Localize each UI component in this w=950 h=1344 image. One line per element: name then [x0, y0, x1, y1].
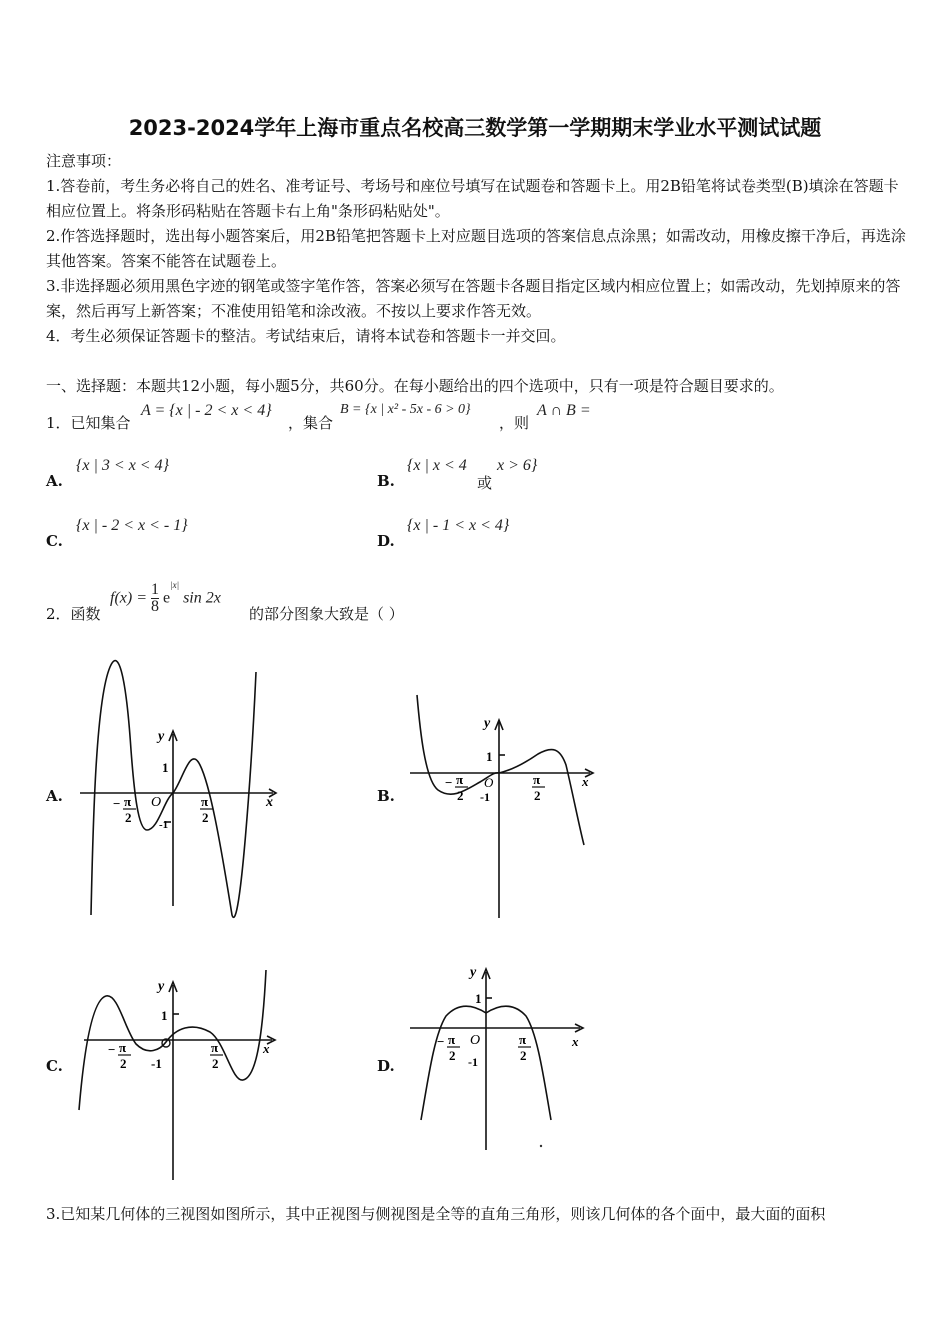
x-label: x [263, 1041, 270, 1056]
q2-function [110, 580, 221, 620]
stray-dot [540, 1145, 542, 1147]
q2-option-b-label[interactable]: B. [377, 787, 395, 805]
q2-prefix: 2．函数 [46, 605, 101, 623]
neg-pi-minus: − [437, 1034, 445, 1049]
neg-pi-den: 2 [125, 810, 132, 825]
q2-frac-den: 8 [151, 597, 159, 615]
neg-pi-den: 2 [449, 1048, 456, 1063]
q1-option-b-text2: x > 6} [497, 457, 538, 474]
one-label: 1 [475, 991, 482, 1006]
q2-frac-num: 1 [151, 580, 159, 598]
one-label: 1 [162, 760, 169, 775]
q2-func-tail: sin 2x [183, 589, 221, 607]
q1-option-b-text: {x | x < 4 [407, 457, 467, 474]
notice-item-4: 4．考生必须保证答题卡的整洁。考试结束后，请将本试卷和答题卡一并交回。 [46, 327, 566, 345]
y-label: y [158, 979, 165, 994]
q2-graph-d [400, 955, 595, 1170]
neg-one-label: -1 [159, 819, 169, 831]
q2-fraction [151, 582, 159, 615]
pi-num: π [201, 794, 209, 809]
q2-func-exp-base: e [163, 589, 171, 607]
q1-option-c-label[interactable]: C. [46, 532, 63, 550]
origin-label: O [470, 1033, 481, 1048]
notice-item-3: 3.非选择题必须用黑色字迹的钢笔或签字笔作答，答案必须写在答题卡各题目指定区域内相应位置上；如需改动，先划掉原来的答案，然后再写上新答案；不准使用铅笔和涂改液。不按以上要求作答无效。 [46, 277, 901, 320]
origin-label: O [151, 795, 162, 810]
neg-pi-num: π [124, 794, 132, 809]
q2-func-lhs: f(x) = [110, 589, 147, 607]
neg-pi-den: 2 [457, 788, 464, 803]
q2-option-d-label[interactable]: D. [377, 1057, 395, 1075]
q1-option-a-label[interactable]: A. [46, 472, 63, 490]
pi-den: 2 [212, 1056, 219, 1071]
neg-one-label: -1 [468, 1055, 478, 1069]
q1-option-d-text: {x | - 1 < x < 4} [407, 517, 510, 534]
x-label: x [572, 1034, 579, 1049]
one-label: 1 [486, 749, 493, 764]
pi-den: 2 [534, 788, 541, 803]
x-label: x [266, 795, 273, 810]
section-heading: 一、选择题：本题共12小题，每小题5分，共60分。在每小题给出的四个选项中，只有一项是符合题目要求的。 [46, 377, 784, 395]
q1-suffix: ，则 [499, 414, 530, 432]
x-label: x [582, 774, 589, 789]
neg-pi-num: π [119, 1040, 127, 1055]
neg-pi-minus: − [113, 796, 121, 811]
one-label: 1 [161, 1008, 168, 1023]
q1-expr: A ∩ B = [537, 402, 591, 419]
notice-item-1: 1.答卷前，考生务必将自己的姓名、准考证号、考场号和座位号填写在试题卷和答题卡上。用2B铅笔将试卷类型(B)填涂在答题卡相应位置上。将条形码粘贴在答题卡右上角"条形码粘贴处"。 [46, 177, 899, 220]
q2-suffix: 的部分图象大致是（ ） [249, 605, 404, 623]
neg-pi-minus: − [108, 1042, 116, 1057]
neg-pi-minus: − [445, 775, 453, 790]
q1-prefix: 1．已知集合 [46, 414, 131, 432]
q2-graph-b [400, 685, 600, 925]
neg-one-label: -1 [480, 790, 490, 804]
notice-item-2: 2.作答选择题时，选出每小题答案后，用2B铅笔把答题卡上对应题目选项的答案信息点涂黑；如需改动，用橡皮擦干净后，再选涂其他答案。答案不能答在试题卷上。 [46, 227, 906, 270]
pi-num: π [519, 1032, 527, 1047]
page-title: 2023-2024学年上海市重点名校高三数学第一学期期末学业水平测试试题 [128, 116, 822, 140]
q2-graph-a [60, 655, 300, 925]
neg-pi-den: 2 [120, 1056, 127, 1071]
q1-mid: ，集合 [288, 414, 334, 432]
q1-set-b: B = {x | x² - 5x - 6 > 0} [340, 402, 471, 417]
y-label: y [158, 729, 165, 744]
q1-option-c-text: {x | - 2 < x < - 1} [76, 517, 188, 534]
q2-graph-c [70, 960, 285, 1185]
y-label: y [484, 716, 491, 731]
neg-pi-num: π [448, 1032, 456, 1047]
q1-set-a: A = {x | - 2 < x < 4} [141, 402, 272, 419]
q1-option-a-text: {x | 3 < x < 4} [76, 457, 169, 474]
q1-option-d-label[interactable]: D. [377, 532, 395, 550]
q3-text: 3.已知某几何体的三视图如图所示，其中正视图与侧视图是全等的直角三角形，则该几何体的各个面中，最大面的面积 [46, 1205, 826, 1223]
q1-option-b-join: 或 [477, 474, 493, 492]
function-curve [417, 695, 584, 845]
notice-heading: 注意事项： [46, 152, 122, 170]
q1-option-b-label[interactable]: B. [377, 472, 395, 490]
neg-one-label: -1 [151, 1056, 162, 1071]
origin-label: O [484, 775, 494, 790]
neg-pi-num: π [456, 772, 464, 787]
q2-func-exp: |x| [170, 580, 180, 590]
pi-den: 2 [520, 1048, 527, 1063]
q2-option-c-label[interactable]: C. [46, 1057, 63, 1075]
pi-den: 2 [202, 810, 209, 825]
pi-num: π [211, 1040, 219, 1055]
q2-option-a-label[interactable]: A. [46, 787, 63, 805]
y-label: y [470, 965, 477, 980]
pi-num: π [533, 772, 541, 787]
